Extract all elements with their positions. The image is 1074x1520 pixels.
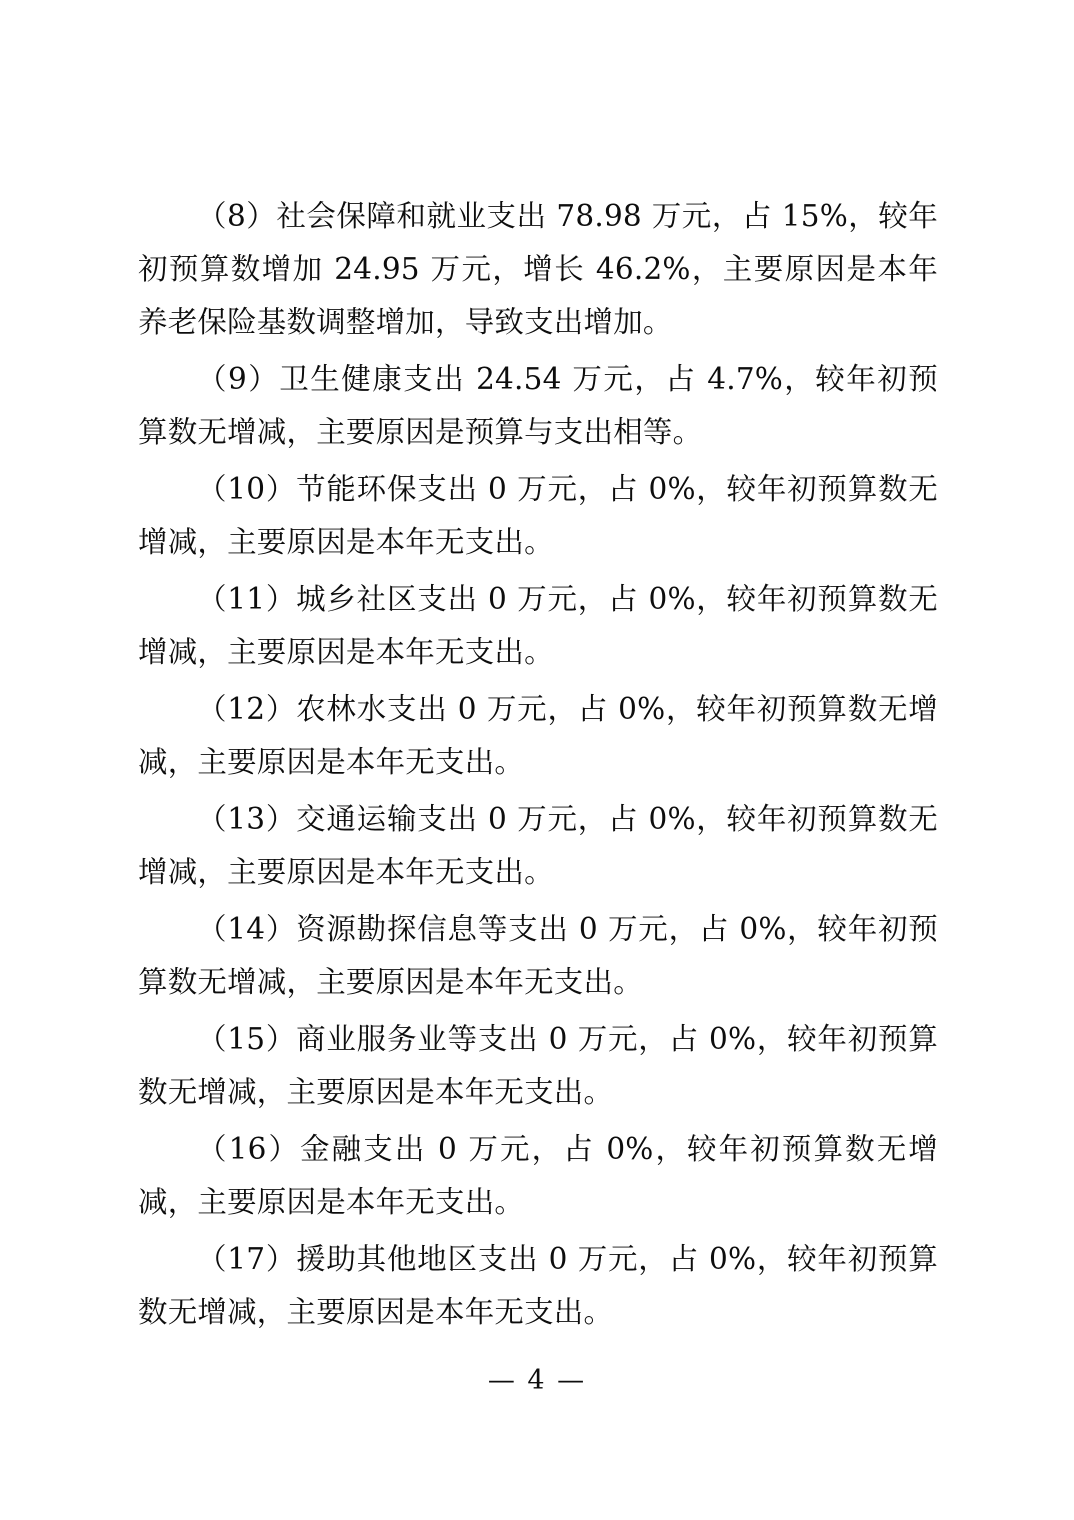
- paragraph-17: （17）援助其他地区支出 0 万元，占 0%，较年初预算数无增减，主要原因是本年无支出。: [138, 1242, 938, 1329]
- paragraph-16: （16）金融支出 0 万元，占 0%，较年初预算数无增减，主要原因是本年无支出。: [138, 1132, 938, 1219]
- paragraph-13: （13）交通运输支出 0 万元，占 0%，较年初预算数无增减，主要原因是本年无支出。: [138, 802, 938, 889]
- paragraph-15: （15）商业服务业等支出 0 万元，占 0%，较年初预算数无增减，主要原因是本年无支出。: [138, 1022, 938, 1109]
- page-number: — 4 —: [487, 1365, 587, 1396]
- paragraph-8: （8）社会保障和就业支出 78.98 万元，占 15%，较年初预算数增加 24.95 万元，增长 46.2%，主要原因是本年养老保险基数调整增加，导致支出增加。: [138, 199, 938, 339]
- document-body: [138, 190, 938, 1343]
- paragraph-14: （14）资源勘探信息等支出 0 万元，占 0%，较年初预算数无增减，主要原因是本年无支出。: [138, 912, 938, 999]
- paragraph-10: （10）节能环保支出 0 万元，占 0%，较年初预算数无增减，主要原因是本年无支出。: [138, 472, 938, 559]
- paragraph-11: （11）城乡社区支出 0 万元，占 0%，较年初预算数无增减，主要原因是本年无支出。: [138, 582, 938, 669]
- paragraph-9: （9）卫生健康支出 24.54 万元，占 4.7%，较年初预算数无增减，主要原因是预算与支出相等。: [138, 362, 938, 449]
- paragraph-12: （12）农林水支出 0 万元，占 0%，较年初预算数无增减，主要原因是本年无支出。: [138, 692, 938, 779]
